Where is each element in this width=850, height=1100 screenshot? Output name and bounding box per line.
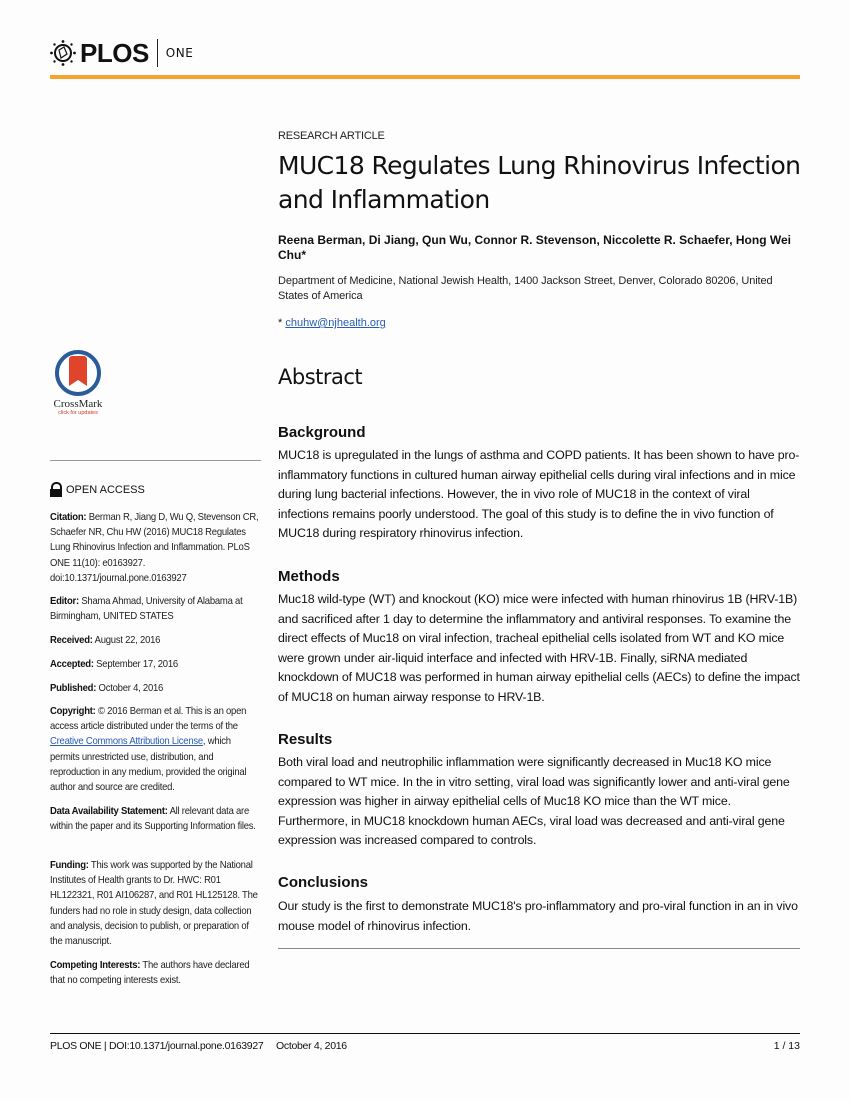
open-access-badge xyxy=(50,482,145,497)
page-number: 1 / 13 xyxy=(773,1040,800,1052)
conclusions-heading: Conclusions xyxy=(278,874,369,891)
copyright-text-after: , which permits unrestricted use, distribution, and reproduction in any medium, provided the original author and source are credited. xyxy=(50,736,247,794)
published-date: October 4, 2016 xyxy=(98,683,164,694)
plos-one-logo[interactable] xyxy=(50,38,193,68)
crossmark-label: CrossMark xyxy=(53,398,103,410)
sidebar-divider xyxy=(50,460,261,461)
published-label: Published: xyxy=(50,683,97,694)
published-block xyxy=(50,681,262,696)
data-availability-text: All relevant data are within the paper and its Supporting Information files. xyxy=(50,806,256,833)
accepted-label: Accepted: xyxy=(50,659,94,670)
author-list: Reena Berman, Di Jiang, Qun Wu, Connor R. Stevenson, Niccolette R. Schaefer, Hong Wei Chu* xyxy=(278,233,791,262)
crossmark-badge[interactable] xyxy=(50,350,106,416)
background-heading: Background xyxy=(278,424,366,441)
journal-suffix: ONE xyxy=(165,46,194,60)
methods-text: Muc18 wild-type (WT) and knockout (KO) mice were infected with human rhinovirus 1B (HRV-1B) and sacrificed after 1 day to determine the inflammatory and antiviral responses. To examine the direct effects of Muc18 on viral infection, tracheal epithelial cells isolated from WT and KO mice were grown under air-liquid interface and infected with HRV-1B. Finally, siRNA mediated knockdown of MUC18 was performed in human airway epithelial cells (AECs) to define the impact of MUC18 on human airway response to HRV-1B. xyxy=(278,592,800,704)
received-block xyxy=(50,633,262,648)
methods-heading: Methods xyxy=(278,568,340,585)
corresponding-email xyxy=(278,317,386,329)
footer-divider xyxy=(50,1033,800,1034)
citation-text: Berman R, Jiang D, Wu Q, Stevenson CR, Schaefer NR, Chu HW (2016) MUC18 Regulates Lung Rhinovirus Infection and Inflammation. PLoS ONE 11(10): e0163927. doi:10.1371/journal.pone.0163927 xyxy=(50,512,259,584)
copyright-label: Copyright: xyxy=(50,706,96,717)
funding-text: This work was supported by the National Institutes of Health grants to Dr. HWC: R01 HL122321, R01 AI106287, and R01 HL125128. The funders had no role in study design, data collection and analysis, decision to publish, or preparation of the manuscript. xyxy=(50,860,258,948)
article-type: RESEARCH ARTICLE xyxy=(278,130,385,142)
header-accent-bar xyxy=(50,75,800,79)
email-link[interactable]: chuhw@njhealth.org xyxy=(285,317,386,329)
open-lock-icon xyxy=(50,482,62,497)
results-text: Both viral load and neutrophilic inflammation were significantly decreased in Muc18 KO mice compared to WT mice. In the in vitro setting, viral load was significantly lower and anti-viral gene expression was higher in airway epithelial cells of Muc18 KO mice than the WT mice. Furthermore, in MUC18 knockdown human AECs, viral load was decreased and anti-viral gene expression was increased compared to controls. xyxy=(278,755,790,848)
logo-divider xyxy=(157,39,158,67)
competing-interests-label: Competing Interests: xyxy=(50,960,141,971)
competing-interests-block xyxy=(50,958,262,988)
crossmark-ribbon-icon xyxy=(69,356,87,386)
received-label: Received: xyxy=(50,635,93,646)
plos-globe-icon xyxy=(50,40,76,66)
funding-block xyxy=(50,858,262,949)
abstract-divider xyxy=(278,948,800,949)
data-availability-label: Data Availability Statement: xyxy=(50,806,168,817)
editor-block xyxy=(50,594,262,624)
crossmark-sublabel: click for updates xyxy=(58,410,98,416)
editor-text: Shama Ahmad, University of Alabama at Birmingham, UNITED STATES xyxy=(50,596,243,623)
footer-citation xyxy=(50,1040,347,1052)
results-heading: Results xyxy=(278,731,333,748)
affiliation: Department of Medicine, National Jewish Health, 1400 Jackson Street, Denver, Colorado 80206, United States of America xyxy=(278,275,773,302)
competing-interests-text: The authors have declared that no competing interests exist. xyxy=(50,960,250,987)
abstract-heading: Abstract xyxy=(278,365,363,389)
accepted-block xyxy=(50,657,262,672)
editor-label: Editor: xyxy=(50,596,79,607)
footer-date: October 4, 2016 xyxy=(276,1040,347,1052)
article-title: MUC18 Regulates Lung Rhinovirus Infection and Inflammation xyxy=(278,151,801,214)
cc-license-link[interactable]: Creative Commons Attribution License xyxy=(50,736,203,748)
corresponding-marker: * xyxy=(278,317,283,329)
data-availability-block xyxy=(50,804,262,834)
logo-wordmark: PLOS xyxy=(80,37,149,68)
conclusions-text: Our study is the first to demonstrate MUC18's pro-inflammatory and pro-viral function in an in vivo mouse model of rhinovirus infection. xyxy=(278,899,798,933)
footer-journal-doi: PLOS ONE | DOI:10.1371/journal.pone.0163927 xyxy=(50,1040,264,1052)
copyright-block xyxy=(50,704,262,795)
funding-label: Funding: xyxy=(50,860,89,871)
background-text: MUC18 is upregulated in the lungs of asthma and COPD patients. It has been shown to have pro-inflammatory functions in cultured human airway epithelial cells during viral infections and in mice during lung bacterial infections. However, the in vivo role of MUC18 in the context of viral infections remains poorly understood. The goal of this study is to define the in vivo function of MUC18 during respiratory rhinovirus infection. xyxy=(278,448,800,541)
accepted-date: September 17, 2016 xyxy=(96,659,178,670)
citation-block xyxy=(50,510,262,586)
received-date: August 22, 2016 xyxy=(94,635,161,646)
citation-label: Citation: xyxy=(50,512,87,523)
copyright-text-before: © 2016 Berman et al. This is an open access article distributed under the terms of the xyxy=(50,706,247,733)
open-access-label: OPEN ACCESS xyxy=(66,483,145,496)
crossmark-icon xyxy=(55,350,101,396)
